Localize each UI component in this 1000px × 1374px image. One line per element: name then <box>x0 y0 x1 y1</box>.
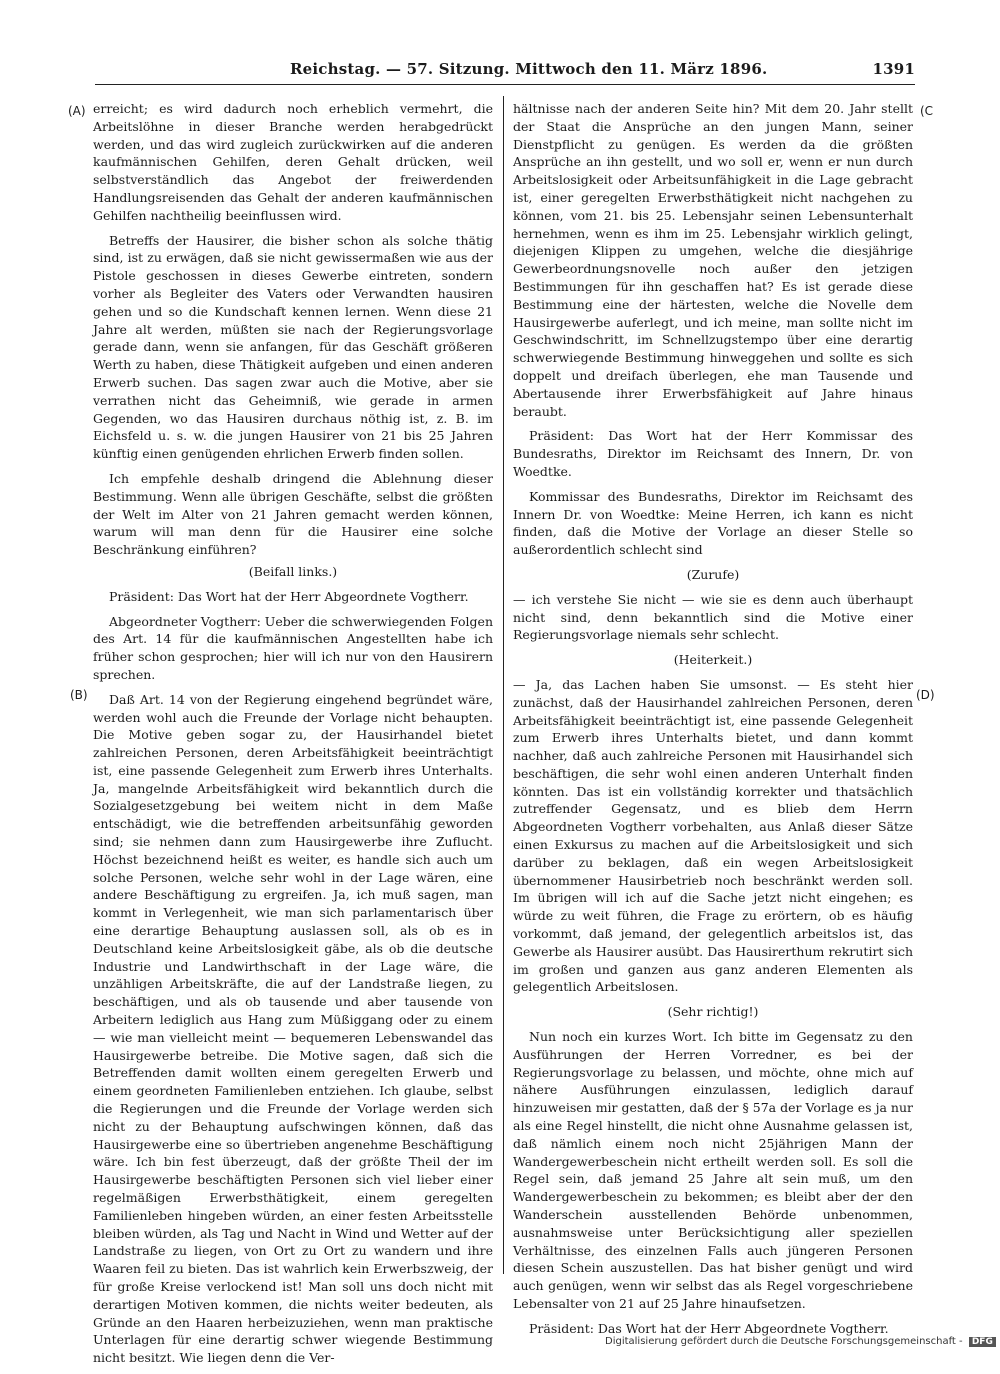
stage-direction: (Sehr richtig!) <box>667 1004 759 1020</box>
dfg-logo: DFG <box>969 1337 996 1347</box>
stage-direction: (Heiterkeit.) <box>673 652 753 668</box>
speaker-paragraph: Kommissar des Bundesraths, Direktor im Reichsamt des Innern Dr. von Woedtke: Meine Herren, ich kann es nicht finden, daß die Motive der Vorlage an dieser Stelle so außerordentlich schlecht sind <box>513 488 913 558</box>
speaker-paragraph: Abgeordneter Vogtherr: Ueber die schwerwiegenden Folgen des Art. 14 für die kaufmännischen Angestellten habe ich früher schon gesprochen; hier will ich nur von den Hausirern sprechen. <box>93 613 493 682</box>
stage-direction: (Beifall links.) <box>248 563 338 579</box>
paragraph: Daß Art. 14 von der Regierung eingehend begründet wäre, werden wohl auch die Freunde der Vorlage nicht behaupten. Die Motive geben sogar zu, der Hausirhandel bietet zahlreichen Personen, deren Arbeitsfähigkeit beeinträchtigt ist, eine passende Gelegenheit zum Erwerb ihres Unterhalts. Ja, mangelnde Arbeitsfähigkeit wird bekanntlich durch die Sozialgesetzgebung bei weitem nicht in dem Maße entschädigt, wie die betreffenden arbeitsunfähig geworden sind; sie nehmen dann zum Hausirgewerbe ihre Zuflucht. Höchst bezeichnend heißt es weiter, es handle sich auch um solche Personen, welche sehr wohl in der Lage wären, eine andere Beschäftigung zu ergreifen. Ja, ich muß sagen, man kommt in Verlegenheit, wie man sich parlamentarisch über eine derartige Behauptung auslassen soll, als ob es in Deutschland keine Arbeitslosigkeit gäbe, als ob die deutsche Industrie und Landwirthschaft in der Lage wäre, die unzähligen Arbeitskräfte, die auf der Landstraße liegen, zu beschäftigen, und als ob tausende und aber tausende von Arbeitern lediglich aus Hang zum Müßiggang oder zu einem — wie man vielleicht meint — bequemeren Lebenswandel das Hausirgewerbe betreibe. Die Motive sagen, daß sich die Betreffenden damit wollten einem geregelten Erwerb und einem geordneten Familienleben entziehen. Ich glaube, selbst die Regierungen und die Freunde der Vorlage werden sich nicht zu der Behauptung aufschwingen können, daß das Hausirgewerbe eine so übertrieben angenehme Beschäftigung wäre. Ich bin fest überzeugt, daß der größte Theil der im Hausirgewerbe beschäftigten Personen sich viel lieber einer regelmäßigen Erwerbsthätigkeit, einem geregelten Familienleben hingeben würden, an einer festen Arbeitsstelle bleiben würden, als Tag und Nacht in Wind und Wetter auf der Landstraße zu liegen, von Ort zu Ort zu wandern und ihre Waaren feil zu bieten. Das ist wahrlich kein Erwerbszweig, der für große Kreise verlockend ist! Man soll uns doch nicht mit derartigen Motiven kommen, die nichts weiter bedeuten, als Gründe an den Haaren herbeizuziehen, wenn man praktische Unterlagen für eine derartig schwer wiegende Bestimmung nicht besitzt. Wie liegen denn die Ver- <box>93 691 493 1366</box>
header-title: Reichstag. — 57. Sitzung. Mittwoch den 11. März 1896. <box>290 60 768 78</box>
speaker-paragraph: Präsident: Das Wort hat der Herr Kommissar des Bundesraths, Direktor im Reichsamt des Innern, Dr. von Woedtke. <box>513 428 913 479</box>
digitization-footer <box>605 1336 996 1347</box>
margin-marker-a: (A) <box>68 104 86 118</box>
paragraph: Betreffs der Hausirer, die bisher schon als solche thätig sind, ist zu erwägen, daß sie nicht gewissermaßen wie aus der Pistole geschossen in dieses Gewerbe eintreten, sondern vorher als Begleiter des Vaters oder Verwandten hausiren gehen und so die Kundschaft kennen lernen. Wenn diese 21 Jahre alt werden, müßten sie nach der Regierungsvorlage gerade dann, wenn sie anfangen, für das Geschäft größeren Werth zu haben, diese Thätigkeit aufgeben und einen anderen Erwerb suchen. Das sagen zwar auch die Motive, aber sie verrathen nicht das Geheimniß, wie gerade in armen Gegenden, wo das Hausiren durchaus nöthig ist, z. B. im Eichsfeld u. s. w. die jungen Hausirer von 21 bis 25 Jahren künftig einen genügenden ehrlichen Erwerb finden sollen. <box>93 232 493 462</box>
speaker-paragraph: Präsident: Das Wort hat der Herr Abgeordnete Vogtherr. <box>529 1320 889 1336</box>
footer-text: Digitalisierung gefördert durch die Deutsche Forschungsgemeinschaft - <box>605 1336 963 1347</box>
margin-marker-c: (C <box>920 104 934 118</box>
right-column <box>513 100 913 1345</box>
left-column <box>93 100 493 1374</box>
paragraph: Nun noch ein kurzes Wort. Ich bitte im Gegensatz zu den Ausführungen der Herren Vorredner, es bei der Regierungsvorlage zu belassen, und möchte, ohne mich auf nähere Ausführungen einzulassen, lediglich darauf hinzuweisen mir gestatten, daß der § 57a der Vorlage es ja nur als eine Regel hinstellt, die nicht ohne Ausnahme gelassen ist, daß nämlich einem noch nicht 25jährigen Mann der Wandergewerbeschein nicht ertheilt werden soll. Es soll die Regel sein, daß jemand 25 Jahre alt sein muß, um den Wandergewerbeschein zu bekommen; es bleibt aber der den Wanderschein ausstellenden Behörde unbenommen, ausnahmsweise unter Berücksichtigung aller speziellen Verhältnisse, des einzelnen Falls auch jüngeren Personen diesen Schein auszustellen. Das hat bisher genügt und wird auch genügen, wenn wir selbst das als Regel vorgeschriebene Lebensalter von 21 auf 25 Jahre hinaufsetzen. <box>513 1029 913 1311</box>
paragraph: — Ja, das Lachen haben Sie umsonst. — Es steht hier zunächst, daß der Hausirhandel zahlreichen Personen, deren Arbeitsfähigkeit beeinträchtigt ist, eine passende Gelegenheit zum Erwerb ihres Unterhalts bietet, und dann kommt nachher, daß auch zahlreiche Personen mit Hausirhandel sich beschäftigen, die sehr wohl einen anderen Unterhalt finden könnten. Das ist ein vollständig korrekter und thatsächlich zutreffender Gegensatz, und es blieb dem Herrn Abgeordneten Vogtherr vorbehalten, aus Anlaß dieser Sätze einen Exkursus zu machen auf die Arbeitslosigkeit und sich darüber zu beklagen, daß ein wegen Arbeitslosigkeit übernommener Hausirbetrieb noch beschränkt werden soll. Im übrigen will ich auf die Sache jetzt nicht eingehen; es würde zu weit führen, die Frage zu erörtern, ob es häufig vorkommt, daß jemand, der gelegentlich arbeitslos ist, das Gewerbe als Hausirer ausübt. Das Hausirerthum rekrutirt sich im großen und ganzen aus ganz anderen Elementen als gelegentlich Arbeitslosen. <box>513 676 913 995</box>
margin-marker-d: (D) <box>916 688 935 702</box>
paragraph: — ich verstehe Sie nicht — wie sie es denn auch überhaupt nicht sind, denn bekanntlich sind die Motive einer Regierungsvorlage niemals sehr schlecht. <box>513 591 913 643</box>
speaker-paragraph: Präsident: Das Wort hat der Herr Abgeordnete Vogtherr. <box>109 588 469 604</box>
header-rule <box>95 84 915 85</box>
stage-direction: (Zurufe) <box>686 566 740 582</box>
running-header <box>95 60 915 82</box>
margin-marker-b: (B) <box>70 688 88 702</box>
column-divider <box>503 96 504 1274</box>
paragraph: erreicht; es wird dadurch noch erheblich vermehrt, die Arbeitslöhne in dieser Branche werden herabgedrückt werden, und das wird zugleich zurückwirken auf die anderen kaufmännischen Gehilfen, deren Gehalt drücken, weil selbstverständlich das Angebot der freiwerdenden Handlungsreisenden das Gehalt der anderen kaufmännischen Gehilfen nachtheilig beeinflussen wird. <box>93 101 493 223</box>
paragraph: Ich empfehle deshalb dringend die Ablehnung dieser Bestimmung. Wenn alle übrigen Geschäfte, selbst die größten der Welt im Alter von 21 Jahren gemacht werden können, warum will man denn für die Hausirer eine solche Beschränkung einführen? <box>93 470 493 558</box>
paragraph: hältnisse nach der anderen Seite hin? Mit dem 20. Jahr stellt der Staat die Ansprüche an den jungen Mann, seiner Dienstpflicht zu genügen. Es werden da die größten Ansprüche an ihn gestellt, und wo soll er, wenn er nun durch Arbeitslosigkeit oder Arbeitsunfähigkeit in die Lage gebracht ist, einer geregelten Erwerbsthätigkeit nicht nachgehen zu können, vom 21. bis 25. Lebensjahr seinen Lebensunterhalt hernehmen, wenn es ihm im 25. Lebensjahr wirklich gelingt, diejenigen Klippen zu umgehen, welche die diesjährige Gewerbeordnungsnovelle noch außer den jetzigen Bestimmungen für ihn geschaffen hat? Es ist gerade diese Bestimmung eine der härtesten, welche die Novelle dem Hausirgewerbe auferlegt, und ich meine, man sollte nicht im Geschwindschritt, im Schnellzugstempo über eine derartig schwerwiegende Bestimmung hinweggehen und sollte es sich doppelt und dreifach überlegen, ehe man Tausende und Abertausende ihrer Erwerbsfähigkeit auf Jahre hinaus beraubt. <box>513 101 913 419</box>
page-number: 1391 <box>872 60 915 78</box>
